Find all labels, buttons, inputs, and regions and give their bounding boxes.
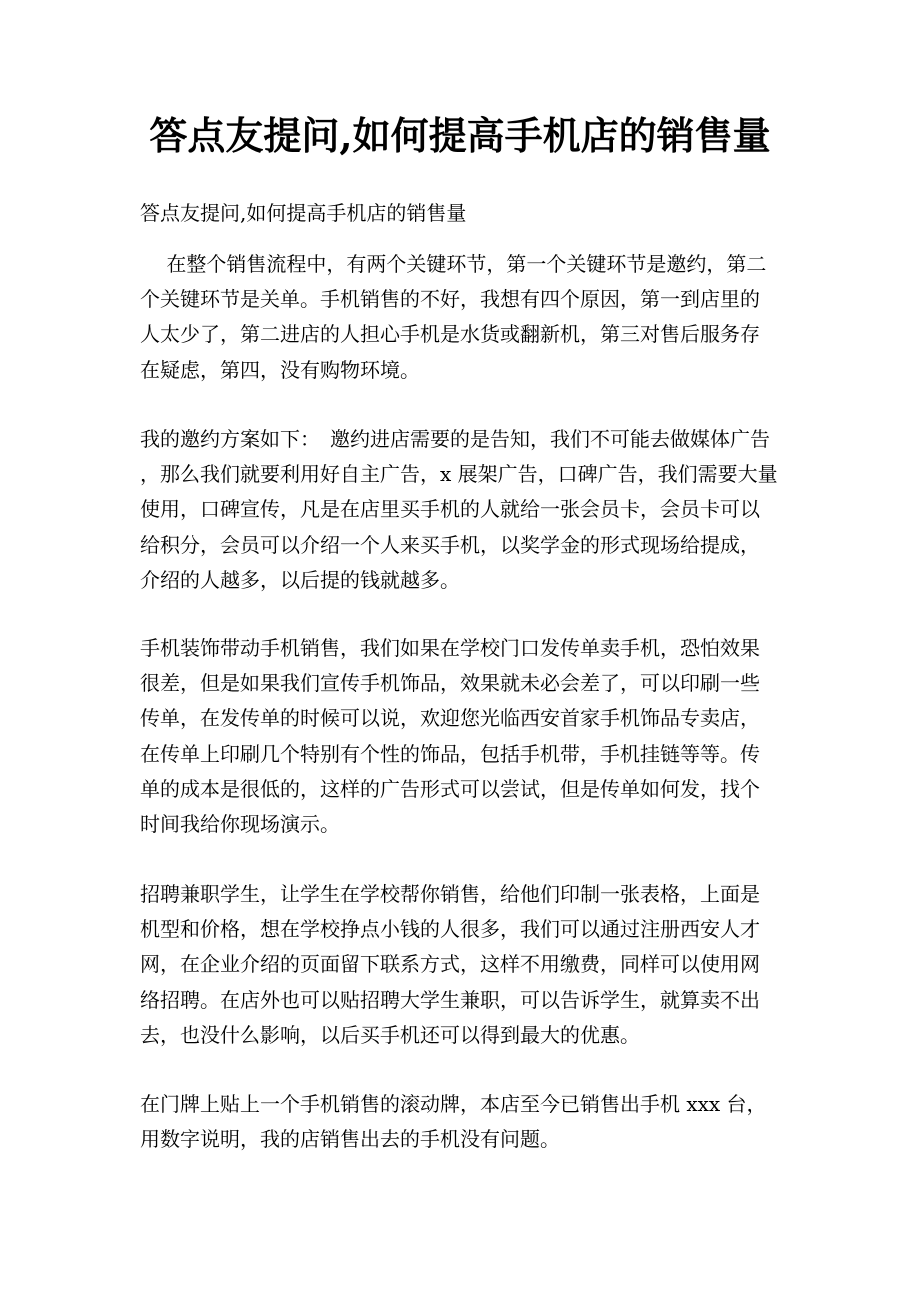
paragraph-line: 我的邀约方案如下： 邀约进店需要的是告知，我们不可能去做媒体广告 [140,427,770,451]
paragraph-line: 去，也没什么影响，以后买手机还可以得到最大的优惠。 [140,1022,640,1047]
paragraph-line: 使用，口碑宣传，凡是在店里买手机的人就给一张会员卡，会员卡可以 [140,497,760,522]
paragraph-line: ，那么我们就要利用好自主广告，x 展架广告，口碑广告，我们需要大量 [140,462,778,487]
paragraph-line: 很差，但是如果我们宣传手机饰品，效果就未必会差了，可以印刷一些 [140,671,760,696]
paragraph-line: 机型和价格，想在学校挣点小钱的人很多，我们可以通过注册西安人才 [140,917,760,942]
paragraph-line: 络招聘。在店外也可以贴招聘大学生兼职，可以告诉学生，就算卖不出 [140,987,760,1012]
paragraph-line: 个关键环节是关单。手机销售的不好，我想有四个原因，第一到店里的 [140,287,760,312]
paragraph-line: 招聘兼职学生，让学生在学校帮你销售，给他们印制一张表格，上面是 [140,882,760,906]
paragraph-line: 单的成本是很低的，这样的广告形式可以尝试，但是传单如何发，找个 [140,776,760,801]
paragraph-1 [140,247,782,388]
paragraph-line: 用数字说明，我的店销售出去的手机没有问题。 [140,1127,560,1152]
paragraph-line: 在传单上印刷几个特别有个性的饰品，包括手机带，手机挂链等等。传 [140,741,760,766]
paragraph-line: 手机装饰带动手机销售，我们如果在学校门口发传单卖手机，恐怕效果 [140,636,760,660]
paragraph-line: 传单，在发传单的时候可以说，欢迎您光临西安首家手机饰品专卖店， [140,706,760,731]
paragraph-line: 给积分，会员可以介绍一个人来买手机，以奖学金的形式现场给提成， [140,532,760,557]
paragraph-5 [140,1087,782,1157]
paragraph-line: 在整个销售流程中，有两个关键环节，第一个关键环节是邀约，第二 [140,252,767,276]
paragraph-line: 网，在企业介绍的页面留下联系方式，这样不用缴费，同样可以使用网 [140,952,760,977]
paragraph-line: 在疑虑，第四，没有购物环境。 [140,357,420,382]
paragraph-3 [140,631,782,842]
paragraph-line: 在门牌上贴上一个手机销售的滚动牌，本店至今已销售出手机 xxx 台， [140,1092,767,1116]
paragraph-line: 介绍的人越多，以后提的钱就越多。 [140,567,460,592]
paragraph-line: 时间我给你现场演示。 [140,811,340,836]
paragraph-2 [140,422,782,598]
document-title: 答点友提问,如何提高手机店的销售量 [149,113,771,158]
paragraph-4 [140,877,782,1053]
document-subtitle: 答点友提问,如何提高手机店的销售量 [140,201,467,225]
paragraph-line: 人太少了，第二进店的人担心手机是水货或翻新机，第三对售后服务存 [140,322,760,347]
